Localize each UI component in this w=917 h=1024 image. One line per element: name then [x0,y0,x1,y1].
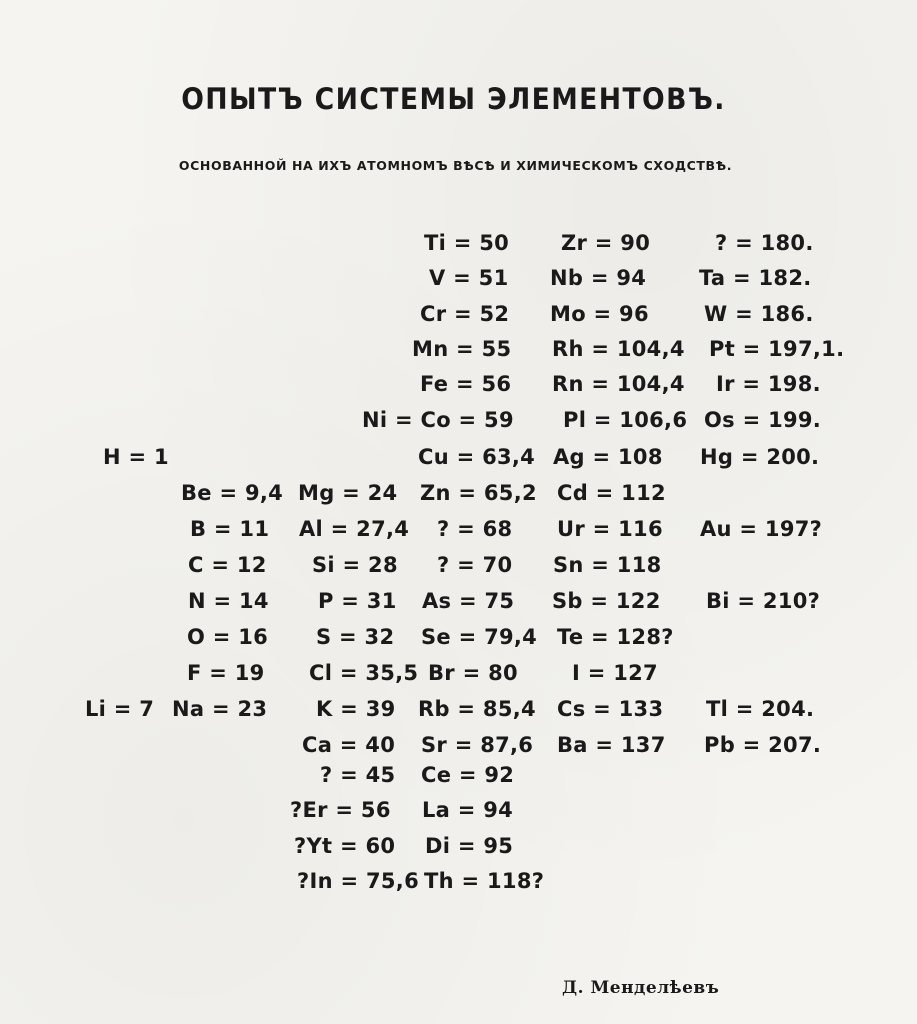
element-ti: Ti = 50 [424,231,510,255]
element-n: N = 14 [188,589,269,613]
element-na: Na = 23 [172,697,268,721]
element-b: B = 11 [190,517,270,541]
element-in: ?In = 75,6 [297,869,419,893]
element-br: Br = 80 [428,661,518,685]
element-cu: Cu = 63,4 [418,445,536,469]
element-ce: Ce = 92 [421,763,515,787]
element-sn: Sn = 118 [553,553,662,577]
element-se: Se = 79,4 [421,625,538,649]
element-pd: Pl = 106,6 [563,408,688,432]
element-v: V = 51 [429,266,509,290]
element-ag: Ag = 108 [553,445,663,469]
element-ru: Rn = 104,4 [552,372,685,396]
element-cr: Cr = 52 [420,302,510,326]
element-unknown-45: ? = 45 [320,763,396,787]
element-er: ?Er = 56 [290,798,391,822]
element-ir: Ir = 198. [716,372,821,396]
element-ni-co: Ni = Co = 59 [362,408,514,432]
element-bi: Bi = 210? [706,589,821,613]
element-sr: Sr = 87,6 [421,733,534,757]
element-cl: Cl = 35,5 [309,661,419,685]
element-rh: Rh = 104,4 [552,337,685,361]
element-sb: Sb = 122 [552,589,661,613]
element-os: Os = 199. [704,408,822,432]
element-si: Si = 28 [312,553,398,577]
element-as: As = 75 [422,589,515,613]
element-rb: Rb = 85,4 [418,697,536,721]
element-tl: Tl = 204. [706,697,815,721]
element-nb: Nb = 94 [550,266,647,290]
element-pt: Pt = 197,1. [709,337,845,361]
element-yt: ?Yt = 60 [294,834,396,858]
element-fe: Fe = 56 [420,372,512,396]
document-subtitle: ОСНОВАННОЙ НА ИХЪ АТОМНОМЪ ВѢСѢ И ХИМИЧЕСКОМЪ СХОДСТВѢ. [178,158,733,173]
element-zn: Zn = 65,2 [420,481,537,505]
element-be: Be = 9,4 [181,481,284,505]
element-ur: Ur = 116 [557,517,663,541]
element-th: Th = 118? [424,869,545,893]
element-cd: Cd = 112 [557,481,666,505]
element-zr: Zr = 90 [561,231,651,255]
element-k: K = 39 [316,697,396,721]
element-mn: Mn = 55 [412,337,512,361]
element-f: F = 19 [187,661,265,685]
author-signature: Д. Менделѣевъ [562,978,720,998]
element-unknown-70: ? = 70 [437,553,513,577]
element-h: H = 1 [103,445,169,469]
element-di: Di = 95 [425,834,514,858]
element-s: S = 32 [316,625,395,649]
element-ca: Ca = 40 [302,733,396,757]
element-li: Li = 7 [85,697,155,721]
element-al: Al = 27,4 [299,517,410,541]
element-la: La = 94 [422,798,514,822]
element-hg: Hg = 200. [700,445,820,469]
document-title: ОПЫТЪ СИСТЕМЫ ЭЛЕМЕНТОВЪ. [181,82,726,116]
element-w: W = 186. [704,302,814,326]
element-au: Au = 197? [700,517,823,541]
element-mg: Mg = 24 [298,481,398,505]
element-ba: Ba = 137 [557,733,666,757]
element-pb: Pb = 207. [704,733,822,757]
element-c: C = 12 [188,553,267,577]
element-i: I = 127 [572,661,658,685]
element-o: O = 16 [187,625,269,649]
element-mo: Mo = 96 [550,302,649,326]
element-unknown-180: ? = 180. [715,231,814,255]
element-cs: Cs = 133 [557,697,664,721]
element-unknown-68: ? = 68 [437,517,513,541]
element-p: P = 31 [318,589,397,613]
element-te: Te = 128? [557,625,674,649]
element-ta: Ta = 182. [699,266,812,290]
